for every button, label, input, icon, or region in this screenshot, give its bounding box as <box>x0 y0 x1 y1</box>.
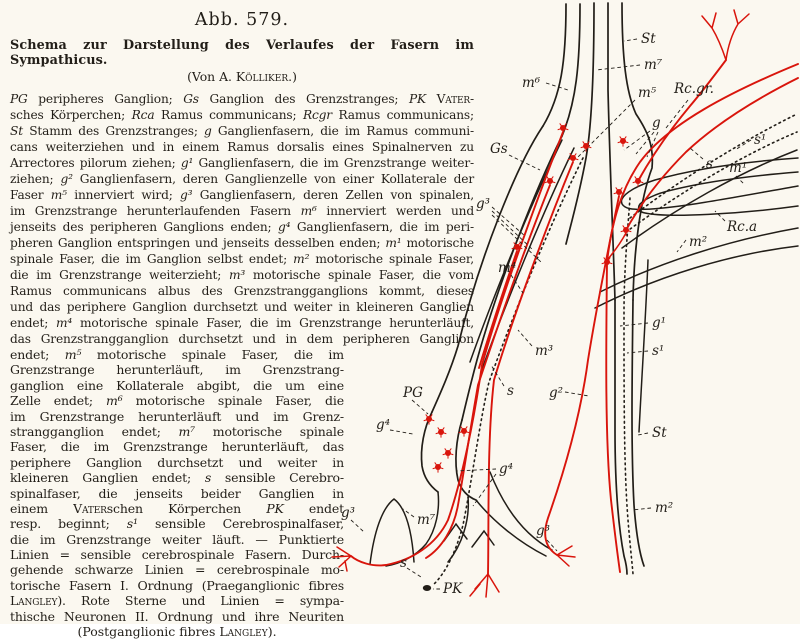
diagram-label-s-bottom: s <box>400 555 407 571</box>
caption-line: spinale Faser, die im Ganglion selbst endet; m² motorische spinale Faser, <box>10 252 474 266</box>
diagram-label-g3-mid: g³ <box>476 196 491 212</box>
caption-line: spinalfaser, die jenseits beider Ganglien in <box>10 485 344 501</box>
figure-heading: Schema zur Darstellung des Verlaufes der Fasern im Sympathicus. <box>10 38 474 68</box>
diagram-label-g3-bottomleft: g³ <box>341 505 356 521</box>
diagram-label-m2-lower: m² <box>655 500 674 516</box>
label-leader-line <box>715 211 725 221</box>
label-leader-line <box>627 351 648 353</box>
neuron-star <box>618 136 629 146</box>
label-leader-line <box>638 433 648 435</box>
caption-line: Linien = sensible cerebrospinale Fasern. Durch- <box>10 547 344 563</box>
diagram-label-m5-top: m⁵ <box>638 85 657 101</box>
label-leader-line <box>624 131 650 150</box>
caption-line: einem Vaterschen Körperchen PK endet <box>10 500 344 516</box>
trunk-lines <box>370 3 798 591</box>
neuron-star <box>433 462 444 472</box>
label-leader-line <box>735 140 751 150</box>
diagram-label-pg: PG <box>403 385 423 401</box>
caption-line: St Stamm des Grenzstranges; g Ganglienfasern, die im Ramus communi- <box>10 124 474 138</box>
label-leader-line <box>407 568 421 577</box>
caption-line: endet; m⁵ motorische spinale Faser, die im <box>10 347 344 362</box>
diagram-label-st-right: St <box>652 425 667 441</box>
caption-line: cans weiterziehen und in einem Ramus dorsalis eines Spinalnerven zu <box>10 140 474 154</box>
caption-last-line: (Postganglionic fibres Langley). <box>77 624 277 639</box>
diagram-label-g2: g² <box>549 385 564 401</box>
caption-line: und das periphere Ganglion durchsetzt und weiter in kleineren Ganglien <box>10 300 474 314</box>
diagram-label-gs: Gs <box>490 141 508 157</box>
diagram-label-m2-right: m² <box>689 234 708 250</box>
caption-line: ganglion eine Kollaterale abgibt, die um eine <box>10 377 344 393</box>
neuron-star <box>443 448 454 458</box>
diagram-label-s1-topright: s¹ <box>754 132 767 148</box>
figure-author: (Von A. Kölliker.) <box>187 69 297 84</box>
diagram-label-s1-right: s¹ <box>652 343 665 359</box>
diagram-label-st-top: St <box>641 31 656 47</box>
label-leader-line <box>677 240 686 252</box>
diagram-label-g3-bottomright: g³ <box>536 523 551 539</box>
caption-line: sches Körperchen; Rca Ramus communicans; Rcgr Ramus communicans; <box>10 108 474 122</box>
caption-line: resp. beginnt; s¹ sensible Cerebrospinalfaser, <box>10 516 344 532</box>
caption-line: kleineren Ganglien endet; s sensible Cerebro- <box>10 470 345 486</box>
caption-line: das Grenzstrangganglion durchsetzt und in dem peripheren Ganglion <box>10 332 474 346</box>
label-leader-line <box>412 400 428 414</box>
caption-line: PG peripheres Ganglion; Gs Ganglion des Grenzstranges; PK Vater- <box>10 92 474 106</box>
diagram-label-m6-top: m⁶ <box>522 75 541 91</box>
label-leader-line <box>390 430 413 434</box>
caption-line: Ramus communicans albus des Grenzstrangganglions kommt, dieses <box>10 284 474 298</box>
vater-corpuscle <box>423 585 431 591</box>
figure-number: Abb. 579. <box>194 10 290 30</box>
diagram-label-m4: m⁴ <box>498 260 517 276</box>
caption-line: thische Neuronen II. Ordnung und ihre Neuriten <box>10 608 344 624</box>
label-leader-line <box>546 83 568 90</box>
neuron-star <box>621 225 632 235</box>
caption-line: die im Grenzstrange weiter läuft. — Punktierte <box>10 531 344 547</box>
caption-line: Faser, die im Grenzstrange herunterläuft, das <box>10 439 344 455</box>
label-leader-line <box>666 100 688 128</box>
label-leader-line <box>518 330 532 346</box>
diagram-label-pk: PK <box>443 581 463 597</box>
caption-line: gehende schwarze Linien = cerebrospinale mo- <box>10 562 344 578</box>
diagram-label-s-topright: s <box>706 156 713 172</box>
diagram-label-g-top: g <box>652 115 661 131</box>
diagram-label-m7-top: m⁷ <box>644 57 663 73</box>
label-leader-line <box>690 148 703 159</box>
caption-line: jenseits des peripheren Ganglions enden; g⁴ Ganglienfasern, die im peri- <box>10 220 474 234</box>
label-leader-line <box>565 392 589 396</box>
caption-line: pheren Ganglion entspringen und jenseits desselben enden; m¹ motorische <box>10 236 474 250</box>
diagram-label-g4-mid: g⁴ <box>499 461 514 477</box>
caption-line: periphere Ganglion durchsetzt und weiter in <box>10 454 344 470</box>
caption-line: torische Fasern I. Ordnung (Praeganglionic fibres <box>10 577 344 593</box>
label-leader-line <box>351 520 364 532</box>
caption-line: Faser m⁵ innerviert wird; g³ Ganglienfasern, deren Zellen von spinalen, <box>10 188 474 202</box>
diagram-label-g1-right: g¹ <box>652 315 667 331</box>
diagram-label-rcgr: Rc.gr. <box>674 81 714 97</box>
label-leader-line <box>596 65 640 70</box>
caption-line: die im Grenzstrange weiterzieht; m³ motorische spinale Faser, die vom <box>10 268 474 282</box>
caption-line: Grenzstrange herunterläuft, im Grenzstrang- <box>10 362 344 378</box>
caption-line: strangganglion endet; m⁷ motorische spinale <box>10 423 344 439</box>
caption-line: Langley). Rote Sterne und Linien = sympa- <box>10 593 344 609</box>
label-leader-line <box>624 39 637 41</box>
diagram-label-m3: m³ <box>535 343 554 359</box>
caption-line: Zelle endet; m⁶ motorische spinale Faser, die <box>10 393 344 409</box>
neuron-star <box>424 414 435 424</box>
diagram-label-g4-left: g⁴ <box>376 417 391 433</box>
neuron-star <box>436 427 447 437</box>
neuron-star <box>581 141 592 151</box>
diagram-label-s-mid: s <box>507 383 514 399</box>
caption-line: Arrectores pilorum ziehen; g¹ Ganglienfasern, die im Grenzstrange weiter- <box>10 156 474 170</box>
caption-line: im Grenzstrange herunterlaufenden Fasern m⁶ innerviert werden und <box>10 204 475 218</box>
caption-line: ziehen; g² Ganglienfasern, deren Ganglienzelle von einer Kollaterale der <box>10 172 474 186</box>
diagram-label-m1: m¹ <box>729 160 748 176</box>
diagram-label-rca: Rc.a <box>727 219 758 235</box>
diagram-label-m7-bottom: m⁷ <box>417 512 436 528</box>
caption-line: im Grenzstrange herunterläuft und im Grenz- <box>10 408 344 424</box>
caption-line: endet; m⁴ motorische spinale Faser, die im Grenzstrange herunterläuft, <box>10 316 475 330</box>
